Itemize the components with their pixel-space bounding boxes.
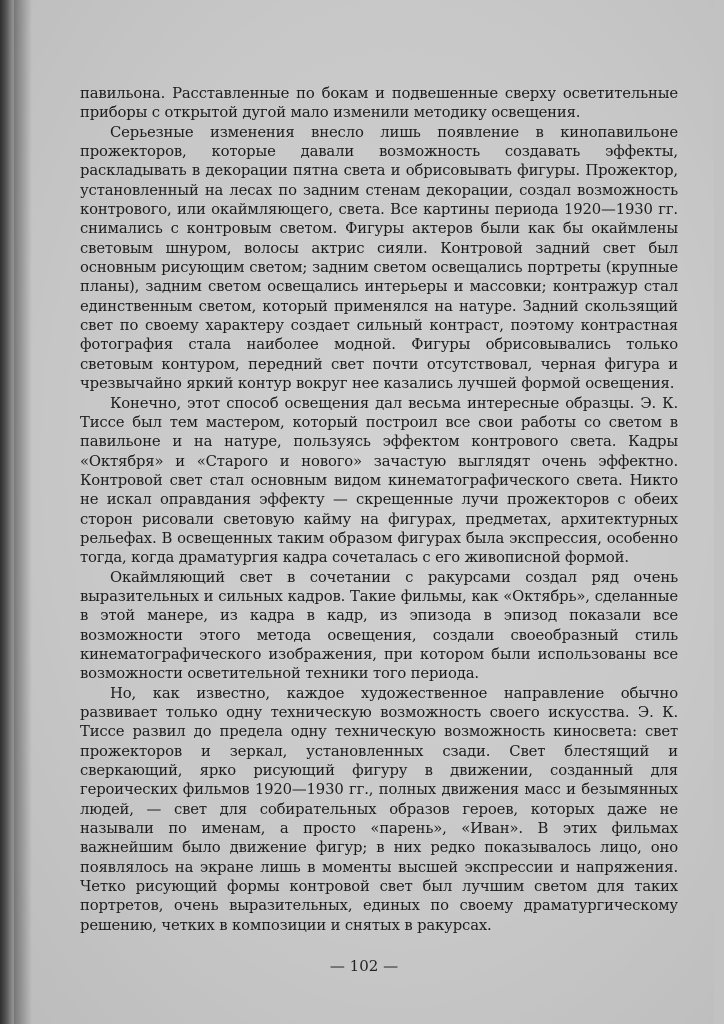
paragraph-1: павильона. Расставленные по бокам и подвешенные сверху осветительные приборы с открытой дугой мало изменили методику освещения. <box>80 85 678 122</box>
paragraph-2: Серьезные изменения внесло лишь появление в кинопавильоне прожекторов, которые давали возможность создавать эффекты, раскладывать в декорации пятна света и обрисовывать фигуры. Прожектор, установленный на лесах по задним стенам декорации, создал возможность контрового, или окаймляющего, света. Все картины периода 1920—1930 гг. снимались с контровым светом. Фигуры актеров были как бы окаймлены световым шнуром, волосы актрис сияли. Контровой задний свет был основным рисующим светом; задним светом освещались портреты (крупные планы), задним светом освещались интерьеры и массовки; контражур стал единственным светом, который применялся на натуре. Задний скользящий свет по своему характеру создает сильный контраст, поэтому контрастная фотография стала наиболее модной. Фигуры обрисовывались только световым контуром, передний свет почти отсутствовал, черная фигура и чрезвычайно яркий контур вокруг нее казались лучшей формой освещения. <box>80 123 678 393</box>
paragraph-5: Но, как известно, каждое художественное направление обычно развивает только одну техническую возможность своего искусства. Э. К. Тиссе развил до предела одну техническую возможность киносвета: свет прожекторов и зеркал, установленных сзади. Свет блестящий и сверкающий, ярко рисующий фигуру в движении, созданный для героических фильмов 1920—1930 гг., полных движения масс и безымянных людей, — свет для собирательных образов героев, которых даже не называли по именам, а просто «парень», «Иван». В этих фильмах важнейшим было движение фигур; в них редко показывалось лицо, оно появлялось на экране лишь в моменты высшей экспрессии и напряжения. Четко рисующий формы контровой свет был лучшим светом для таких портретов, очень выразительных, единых по своему драматургическому решению, четких в композиции и снятых в ракурсах. <box>80 684 678 934</box>
body-text <box>80 84 678 935</box>
paragraph-4: Окаймляющий свет в сочетании с ракурсами создал ряд очень выразительных и сильных кадров. Такие фильмы, как «Октябрь», сделанные в этой манере, из кадра в кадр, из эпизода в эпизод показали все возможности этого метода освещения, создали своеобразный стиль кинематографического изображения, при котором были использованы все возможности осветительной техники того периода. <box>80 568 678 683</box>
paragraph-3: Конечно, этот способ освещения дал весьма интересные образцы. Э. К. Тиссе был тем мастером, который построил все свои работы со светом в павильоне и на натуре, пользуясь эффектом контрового света. Кадры «Октября» и «Старого и нового» зачастую выглядят очень эффектно. Контровой свет стал основным видом кинематографического света. Никто не искал оправдания эффекту — скрещенные лучи прожекторов с обеих сторон рисовали световую кайму на фигурах, предметах, архитектурных рельефах. В освещенных таким образом фигурах была экспрессия, особенно тогда, когда драматургия кадра сочеталась с его живописной формой. <box>80 394 678 567</box>
page-number: — 102 — <box>329 957 399 975</box>
book-page <box>14 0 714 1024</box>
